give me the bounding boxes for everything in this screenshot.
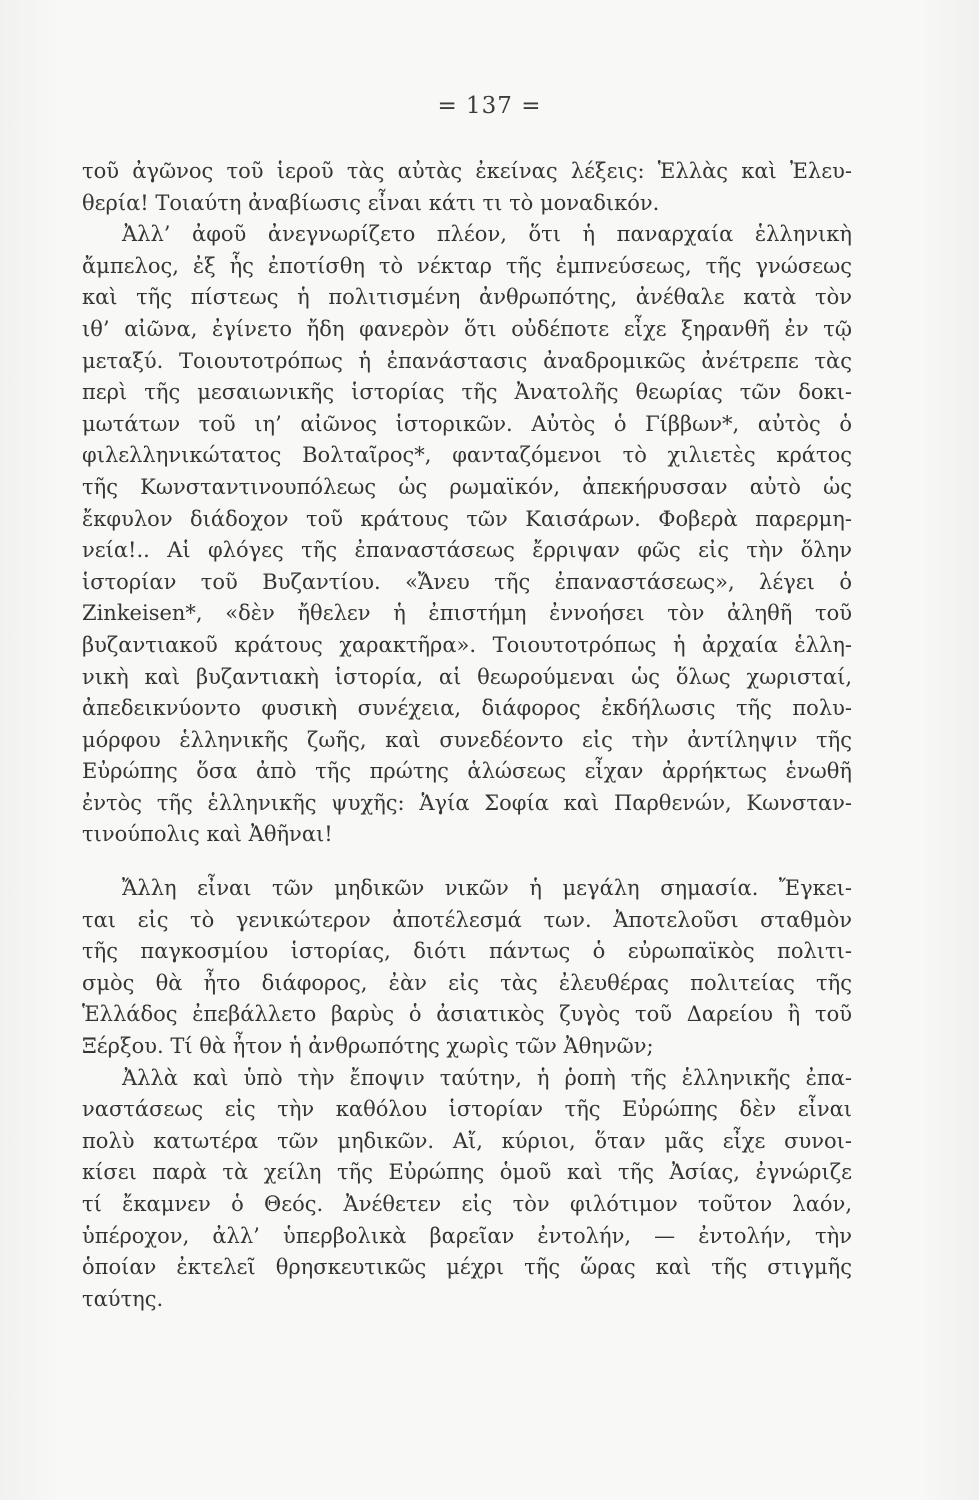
text-line: ἄμπελος, ἐξ ἧς ἐποτίσθη τὸ νέκταρ τῆς ἐμπνεύσεως, τῆς γνώσεως bbox=[82, 253, 852, 278]
text-line: Zinkeisen*, «δὲν ἤθελεν ἡ ἐπιστήμη ἐννοήσει τὸν ἀληθῆ τοῦ bbox=[82, 601, 852, 626]
text-line: πολὺ κατωτέρα τῶν μηδικῶν. Αἴ, κύριοι, ὅταν μᾶς εἶχε συνοι- bbox=[82, 1128, 852, 1153]
paragraph bbox=[82, 1063, 852, 1316]
page-number: = 137 = bbox=[437, 93, 542, 119]
text-line: θερία! Τοιαύτη ἀναβίωσις εἶναι κάτι τι τὸ μοναδικόν. bbox=[82, 190, 660, 215]
text-line: ταύτης. bbox=[82, 1286, 164, 1311]
text-line: Ἑλλάδος ἐπεβάλλετο βαρὺς ὁ ἀσιατικὸς ζυγὸς τοῦ Δαρείου ἢ τοῦ bbox=[82, 1002, 852, 1027]
text-line: ἱστορίαν τοῦ Βυζαντίου. «Ἄνευ τῆς ἐπαναστάσεως», λέγει ὁ bbox=[82, 569, 852, 594]
text-line: τῆς παγκοσμίου ἱστορίας, διότι πάντως ὁ εὐρωπαϊκὸς πολιτι- bbox=[82, 939, 852, 964]
text-line: μόρφου ἑλληνικῆς ζωῆς, καὶ συνεδέοντο εἰς τὴν ἀντίληψιν τῆς bbox=[82, 727, 852, 752]
body-text bbox=[82, 156, 852, 1315]
text-line: μεταξύ. Τοιουτοτρόπως ἡ ἐπανάστασις ἀναδρομικῶς ἀνέτρεπε τὰς bbox=[82, 348, 852, 373]
text-line: κίσει παρὰ τὰ χείλη τῆς Εὐρώπης ὁμοῦ καὶ τῆς Ἀσίας, ἐγνώριζε bbox=[82, 1160, 852, 1185]
paragraph bbox=[82, 219, 852, 851]
text-line: τινούπολις καὶ Ἀθῆναι! bbox=[82, 822, 333, 847]
text-line: Ἄλλη εἶναι τῶν μηδικῶν νικῶν ἡ μεγάλη σημασία. Ἔγκει- bbox=[122, 876, 852, 901]
text-line: ὑπέροχον, ἀλλ’ ὑπερβολικὰ βαρεῖαν ἐντολήν, — ἐντολήν, τὴν bbox=[82, 1223, 852, 1248]
text-line: περὶ τῆς μεσαιωνικῆς ἱστορίας τῆς Ἀνατολῆς θεωρίας τῶν δοκι- bbox=[82, 380, 852, 405]
text-line: τοῦ ἀγῶνος τοῦ ἱεροῦ τὰς αὐτὰς ἐκείνας λέξεις: Ἑλλὰς καὶ Ἐλευ- bbox=[82, 159, 852, 183]
text-line: ναστάσεως εἰς τὴν καθόλου ἱστορίαν τῆς Εὐρώπης δὲν εἶναι bbox=[82, 1097, 852, 1122]
text-line: ἐντὸς τῆς ἑλληνικῆς ψυχῆς: Ἁγία Σοφία καὶ Παρθενών, Κωνσταν- bbox=[82, 790, 852, 815]
text-line: Εὐρώπης ὅσα ἀπὸ τῆς πρώτης ἁλώσεως εἶχαν ἀρρήκτως ἑνωθῆ bbox=[82, 759, 852, 784]
text-line: τῆς Κωνσταντινουπόλεως ὡς ρωμαϊκόν, ἀπεκήρυσσαν αὐτὸ ὡς bbox=[82, 474, 852, 499]
paragraph bbox=[82, 873, 852, 1063]
text-line: νεία!.. Αἱ φλόγες τῆς ἐπαναστάσεως ἔρριψαν φῶς εἰς τὴν ὅλην bbox=[82, 538, 852, 563]
text-line: νικὴ καὶ βυζαντιακὴ ἱστορία, αἱ θεωρούμεναι ὡς ὅλως χωρισταί, bbox=[82, 664, 852, 689]
paragraph bbox=[82, 156, 852, 219]
text-line: ἔκφυλον διάδοχον τοῦ κράτους τῶν Καισάρων. Φοβερὰ παρερμη- bbox=[82, 506, 852, 531]
text-line: μωτάτων τοῦ ιη’ αἰῶνος ἱστορικῶν. Αὐτὸς ὁ Γίββων*, αὐτὸς ὁ bbox=[82, 411, 852, 436]
text-line: Ξέρξου. Τί θὰ ἦτον ἡ ἀνθρωπότης χωρὶς τῶν Ἀθηνῶν; bbox=[82, 1034, 654, 1059]
text-line: βυζαντιακοῦ κράτους χαρακτῆρα». Τοιουτοτρόπως ἡ ἀρχαία ἑλλη- bbox=[82, 632, 852, 657]
text-line: σμὸς θὰ ἦτο διάφορος, ἐὰν εἰς τὰς ἐλευθέρας πολιτείας τῆς bbox=[82, 970, 852, 995]
text-line: ιθ’ αἰῶνα, ἐγίνετο ἤδη φανερὸν ὅτι οὐδέποτε εἶχε ξηρανθῆ ἐν τῷ bbox=[82, 316, 852, 341]
text-line: φιλελληνικώτατος Βολταῖρος*, φανταζόμενοι τὸ χιλιετὲς κράτος bbox=[82, 443, 852, 468]
text-line: ὁποίαν ἐκτελεῖ θρησκευτικῶς μέχρι τῆς ὥρας καὶ τῆς στιγμῆς bbox=[82, 1255, 852, 1280]
text-line: Ἀλλὰ καὶ ὑπὸ τὴν ἔποψιν ταύτην, ἡ ῥοπὴ τῆς ἑλληνικῆς ἐπα- bbox=[122, 1065, 852, 1090]
text-line: ἀπεδεικνύοντο φυσικὴ συνέχεια, διάφορος ἐκδήλωσις τῆς πολυ- bbox=[82, 696, 852, 721]
text-line: καὶ τῆς πίστεως ἡ πολιτισμένη ἀνθρωπότης, ἀνέθαλε κατὰ τὸν bbox=[82, 285, 852, 310]
text-line: ται εἰς τὸ γενικώτερον ἀποτέλεσμά των. Ἀποτελοῦσι σταθμὸν bbox=[82, 907, 852, 932]
text-line: Ἀλλ’ ἀφοῦ ἀνεγνωρίζετο πλέον, ὅτι ἡ παναρχαία ἑλληνικὴ bbox=[122, 222, 852, 247]
text-line: τί ἔκαμνεν ὁ Θεός. Ἀνέθετεν εἰς τὸν φιλότιμον τοῦτον λαόν, bbox=[82, 1192, 852, 1216]
